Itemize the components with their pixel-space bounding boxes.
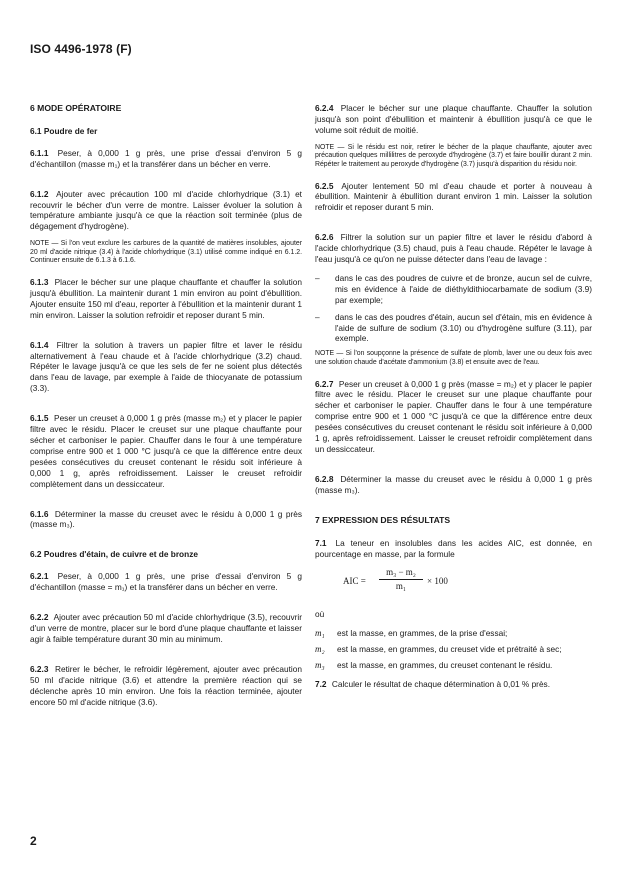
paragraph-number: 6.2.4: [315, 103, 334, 113]
section-6-heading: 6 MODE OPÉRATOIRE: [30, 103, 122, 113]
paragraph-6-2-8: [315, 474, 592, 496]
formula-denominator: m₁: [395, 581, 407, 592]
paragraph-text: Ajouter avec précaution 100 ml d'acide chlorhydrique (3.1) et recouvrir le bécher d'un verre de montre. Laisser évoluer la solution à température ambiante jusqu'à ce que la réaction soit terminée (plus de dégagement d'hydrogène).: [30, 188, 302, 232]
paragraph-number: 6.2.8: [315, 473, 334, 484]
where-label: où: [315, 609, 325, 620]
list-item-text: dans le cas des poudres de cuivre et de bronze, aucun sel de cuivre, mis en évidence à l'aide de diéthyldithiocarbamate de sodium (3.9) par exemple;: [335, 272, 592, 305]
paragraph-6-2-3: [30, 664, 302, 708]
section-6-2-heading: 6.2 Poudres d'étain, de cuivre et de bronze: [30, 549, 198, 560]
note-6-1-2: NOTE — Si l'on veut exclure les carbures de la quantité de matières insolubles, ajouter 20 ml d'acide nitrique (3.4) à l'acide chlorhydrique (3.1) utilisé comme indiqué en 6.1.2. Continuer ensuite de 6.1.3 à 6.1.6.: [30, 240, 302, 265]
paragraph-6-1-2: [30, 189, 302, 233]
note-6-2-4: NOTE — Si le résidu est noir, retirer le bécher de la plaque chauffante, ajouter avec précaution quelques millilitres de peroxyde d'hydrogène (3.7) et faire bouillir durant 2 min. Répéter le traitement au peroxyde d'hydrogène (3.7) jusqu'à disparition du résidu noir.: [315, 143, 592, 168]
paragraph-text: Filtrer la solution à travers un papier filtre et laver le résidu alternativement à l'eau chaude et à l'acide chlorhydrique (3.2) chaud. Répéter le lavage jusqu'à ce que les sels de fer ne soient plus détectés dans l'eau de lavage, par exemple à l'aide de thiocyanate de potassium (3.3).: [30, 339, 302, 394]
formula-fraction: [379, 567, 423, 592]
paragraph-6-2-2: [30, 612, 302, 645]
paragraph-text: Filtrer la solution sur un papier filtre et laver le résidu d'abord à l'acide chlorhydrique (3.5) chaud, puis à l'eau chaude. Répéter le lavage à l'eau jusqu'à ce qu'on ne puisse détecter dans l'eau de lavage :: [315, 232, 592, 265]
formula-lhs: AIC =: [343, 576, 366, 587]
list-item: – dans le cas des poudres d'étain, aucun sel d'étain, mis en évidence à l'aide de sulfure de sodium (3.10) ou d'hydrogène sulfure (3.11), par exemple.: [315, 311, 592, 344]
paragraph-text: Calculer le résultat de chaque détermination à 0,01 % près.: [331, 679, 551, 690]
paragraph-text: Déterminer la masse du creuset avec le résidu à 0,000 1 g près (masse m₃).: [315, 473, 592, 495]
paragraph-number: 6.2.6: [315, 232, 334, 243]
paragraph-number: 6.2.7: [315, 378, 334, 389]
paragraph-6-2-7: [315, 379, 592, 455]
paragraph-number: 7.2: [315, 679, 327, 690]
symbol: m₁: [315, 628, 325, 639]
paragraph-6-1-1: [30, 148, 302, 170]
definition-text: est la masse, en grammes, de la prise d'essai;: [337, 628, 508, 639]
paragraph-text: Peser, à 0,000 1 g près, une prise d'essai d'environ 5 g d'échantillon (masse = m₁) et la transférer dans un bécher en verre.: [30, 571, 302, 593]
paragraph-6-2-5: [315, 181, 592, 214]
aic-formula: [315, 567, 592, 601]
paragraph-number: 6.2.3: [30, 663, 49, 674]
paragraph-text: Retirer le bécher, le refroidir légèrement, ajouter avec précaution 50 ml d'acide nitrique (3.6) et attendre la première réaction qui se déclenche après 10 min environ. Une fois la réaction terminée, ajouter encore 50 ml d'acide nitrique (3.6).: [30, 663, 302, 707]
paragraph-text: La teneur en insolubles dans les acides AIC, est donnée, en pourcentage en masse, par la formule: [315, 537, 592, 559]
right-column: [315, 103, 592, 698]
paragraph-number: 6.1.4: [30, 339, 49, 350]
paragraph-6-2-1: [30, 571, 302, 593]
paragraph-number: 6.1.5: [30, 413, 49, 424]
paragraph-7-1: [315, 538, 592, 560]
section-6-1-heading: 6.1 Poudre de fer: [30, 125, 98, 136]
paragraph-6-2-4: [315, 103, 592, 136]
definition-m3: [315, 660, 592, 671]
list-item-text: dans le cas des poudres d'étain, aucun sel d'étain, mis en évidence à l'aide de sulfure de sodium (3.10) ou d'hydrogène sulfure (3.11), par exemple.: [335, 311, 592, 344]
paragraph-7-2: [315, 679, 592, 690]
paragraph-number: 6.1.6: [30, 508, 49, 519]
symbol: m₂: [315, 644, 325, 655]
paragraph-number: 6.2.5: [315, 180, 334, 191]
definition-m2: [315, 644, 592, 655]
paragraph-number: 6.1.1: [30, 147, 49, 158]
symbol: m₃: [315, 660, 325, 671]
formula-rhs: × 100: [427, 576, 448, 587]
paragraph-text: Ajouter avec précaution 50 ml d'acide chlorhydrique (3.5), recouvrir d'un verre de montre, placer sur le bord d'une plaque chauffante et laisser agir à faible température durant 30 min au minimum.: [30, 612, 302, 644]
paragraph-number: 6.1.2: [30, 188, 49, 199]
paragraph-number: 6.2.2: [30, 612, 49, 623]
paragraph-6-2-6: [315, 232, 592, 265]
paragraph-number: 6.2.1: [30, 571, 49, 582]
paragraph-6-1-4: [30, 340, 302, 395]
page-number: 2: [30, 834, 37, 848]
left-column: [30, 103, 302, 715]
paragraph-text: Peser, à 0,000 1 g près, une prise d'essai d'environ 5 g d'échantillon (masse m₁) et la transférer dans un bécher en verre.: [30, 147, 302, 169]
note-6-2-6: NOTE — Si l'on soupçonne la présence de sulfate de plomb, laver une ou deux fois avec une solution chaude d'acétate d'ammonium (3.8) et ensuite avec de l'eau.: [315, 350, 592, 366]
list-item: – dans le cas des poudres de cuivre et de bronze, aucun sel de cuivre, mis en évidence à l'aide de diéthyldithiocarbamate de sodium (3.9) par exemple;: [315, 272, 592, 305]
paragraph-6-1-5: [30, 413, 302, 489]
paragraph-number: 6.1.3: [30, 277, 49, 288]
paragraph-text: Placer le bécher sur une plaque chauffante et chauffer la solution jusqu'à ébullition. La maintenir durant 1 min environ au point d'ébullition. Ajouter ensuite 150 ml d'eau, reporter à l'ébullition et la maintenir durant 1 min environ. Laisser la solution refroidir et reposer durant 5 min.: [30, 277, 302, 320]
symbol-definitions: [315, 628, 592, 671]
paragraph-6-1-6: [30, 509, 302, 531]
paragraph-text: Déterminer la masse du creuset avec le résidu à 0,000 1 g près (masse m₃).: [30, 508, 302, 530]
paragraph-text: Placer le bécher sur une plaque chauffante. Chauffer la solution jusqu'à son point d'ébullition et maintenir à ébullition jusqu'à ce que le volume soit réduit de moitié.: [315, 103, 592, 135]
paragraph-number: 7.1: [315, 537, 327, 548]
document-header: ISO 4496-1978 (F): [30, 42, 132, 56]
definition-text: est la masse, en grammes, du creuset vide et prétraité à sec;: [337, 644, 562, 655]
paragraph-text: Ajouter lentement 50 ml d'eau chaude et porter à nouveau à ébullition. Maintenir à ébullition durant environ 1 min. Laisser la solution refroidir et reposer durant 5 min.: [315, 180, 592, 213]
section-7-heading: 7 EXPRESSION DES RÉSULTATS: [315, 514, 451, 525]
definition-m1: [315, 628, 592, 639]
paragraph-text: Peser un creuset à 0,000 1 g près (masse m₂) et y placer le papier filtre avec le résidu. Placer le creuset sur une plaque chauffante pour sécher et carboniser le papier. Chauffer dans le four à une température comprise entre 900 et 1 000 °C jusqu'à ce que la différence entre deux pesées consécutives du creuset contenant le résidu soit inférieure à 0,000 1 g, après refroidissement. Laisser le creuset refroidir complètement dans un dessiccateur.: [30, 413, 302, 489]
formula-numerator: m₃ − m₂: [379, 567, 423, 580]
paragraph-6-1-3: [30, 277, 302, 321]
definition-text: est la masse, en grammes, du creuset contenant le résidu.: [337, 660, 553, 671]
paragraph-text: Peser un creuset à 0,000 1 g près (masse = m₂) et y placer le papier filtre avec le résidu. Placer le creuset sur une plaque chauffante pour sécher et carboniser le papier. Chauffer dans le four à une température comprise entre 900 et 1 000 °C jusqu'à ce que la différence entre deux pesées consécutives du creuset contenant le résidu soit inférieure à 0,000 1 g, après refroidissement. Laisser le creuset refroidir complètement dans un dessiccateur.: [315, 378, 593, 454]
